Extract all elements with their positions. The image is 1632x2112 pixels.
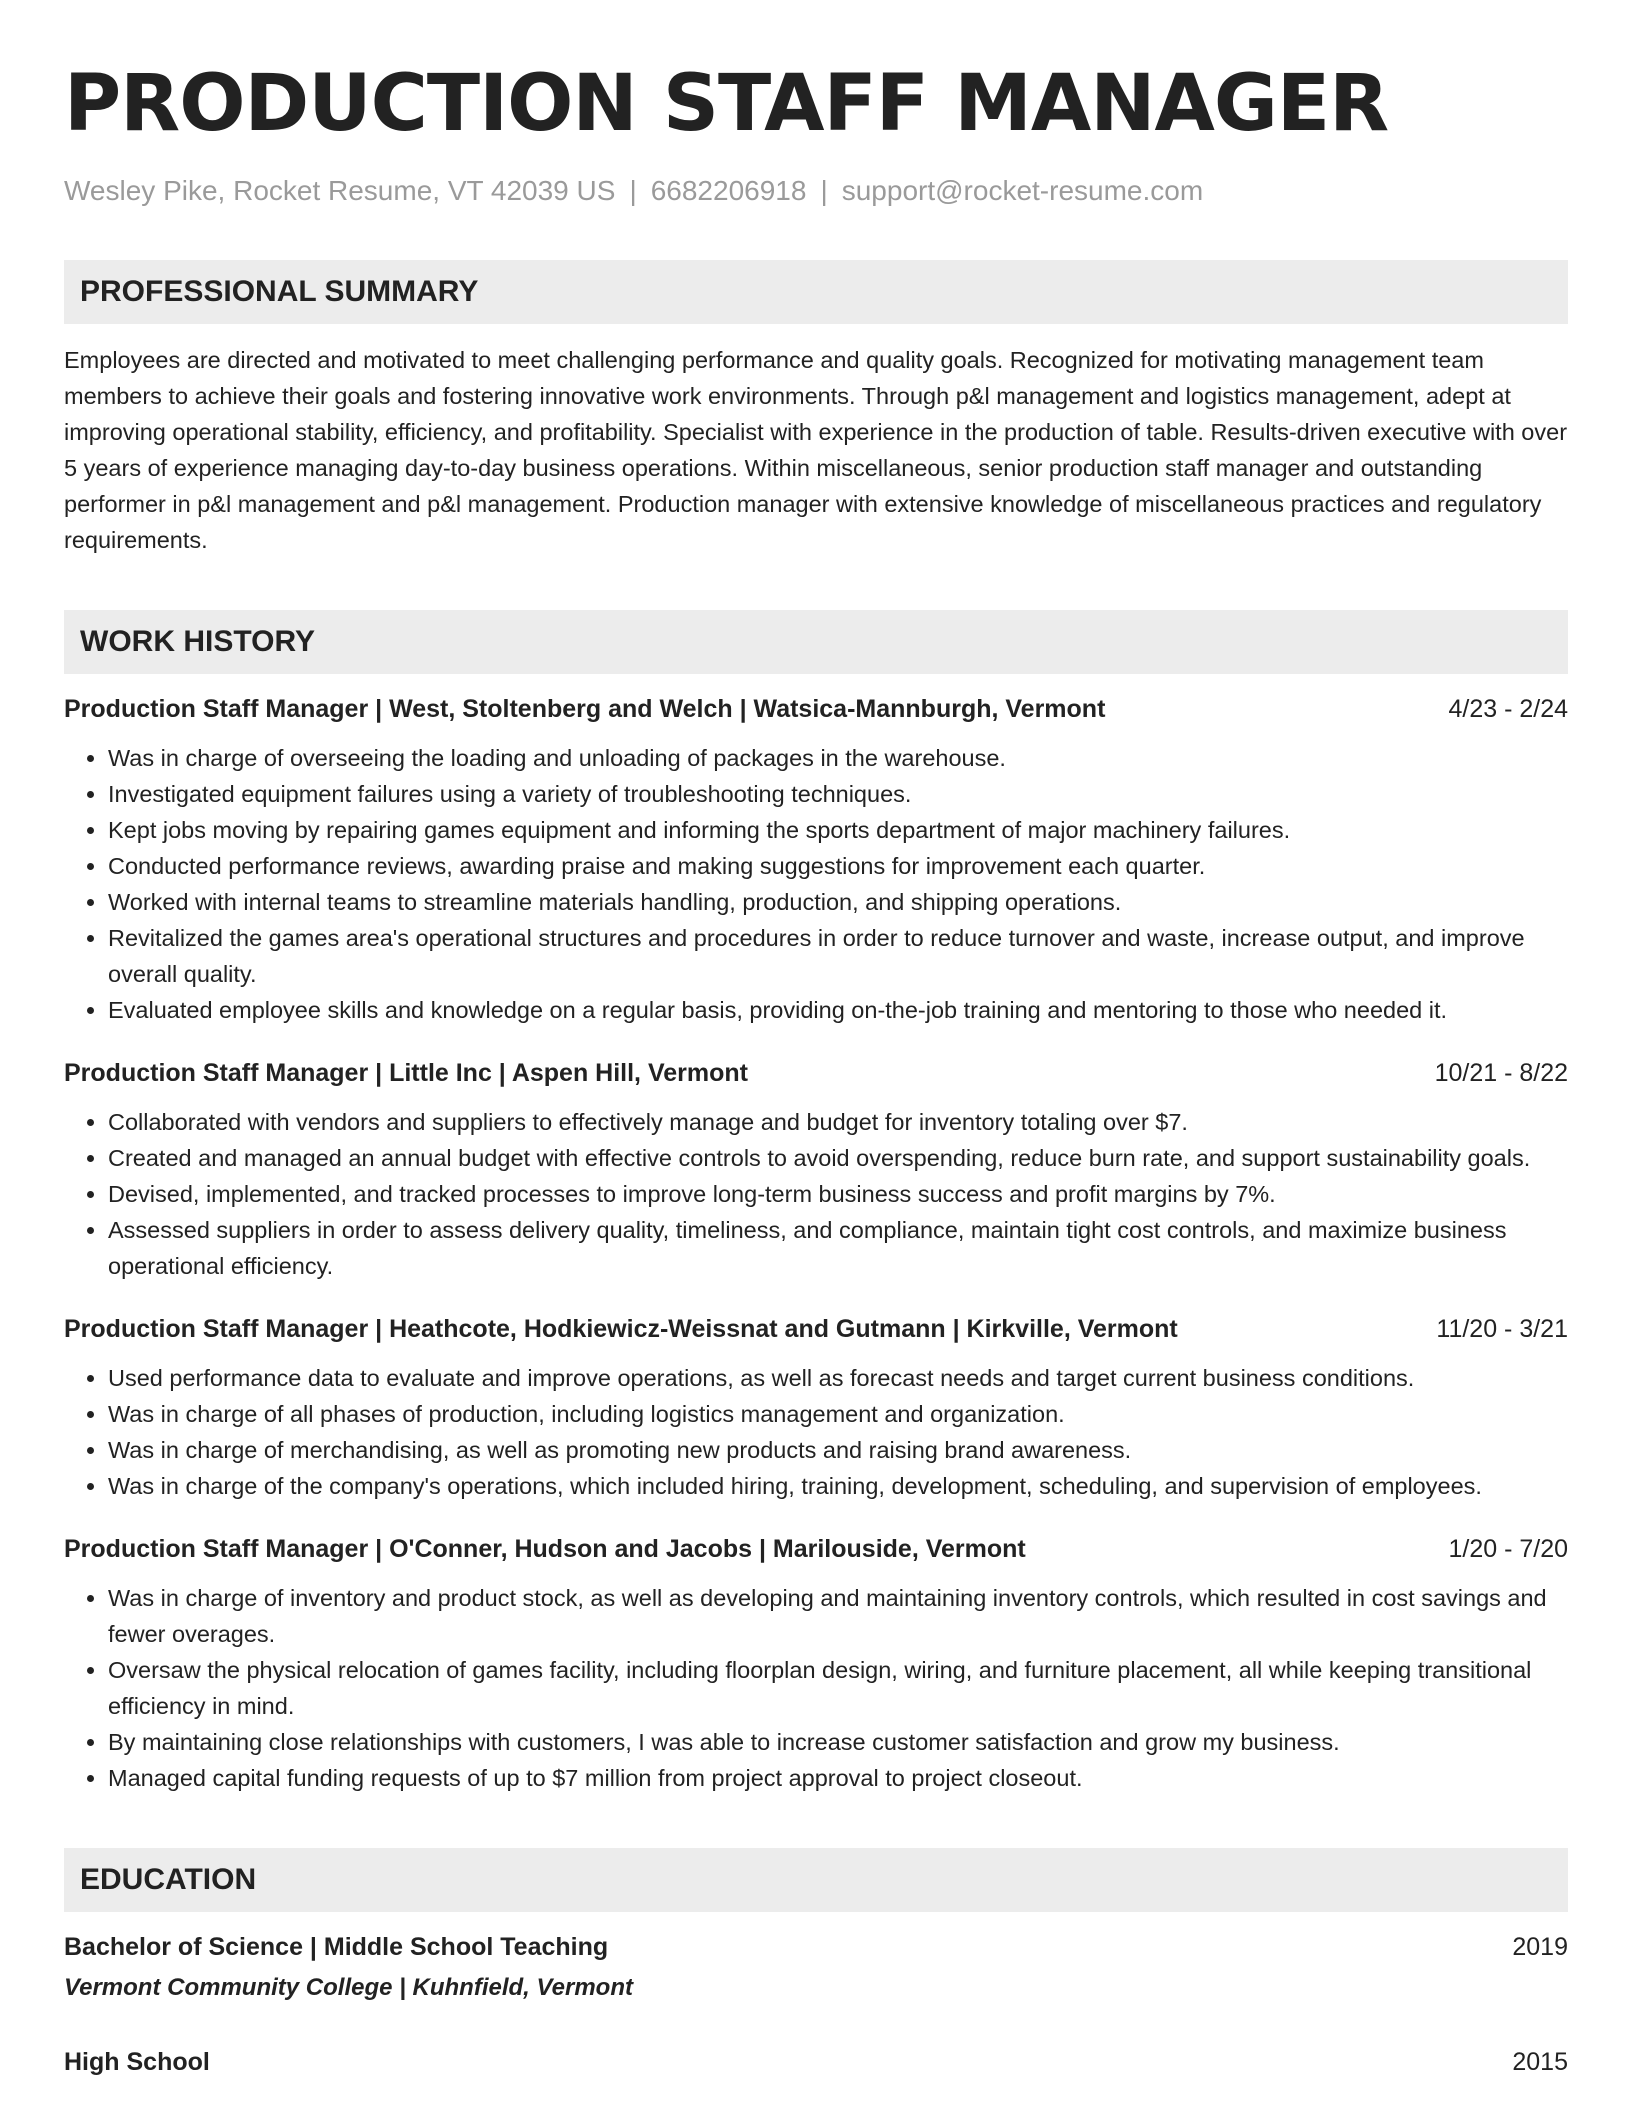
job-header (64, 1532, 1568, 1566)
contact-phone: 6682206918 (650, 175, 807, 206)
job-bullets (64, 1580, 1568, 1796)
school-name: Vermont Community College | Kuhnfield, Vermont (64, 1974, 633, 2001)
work-history-list (64, 692, 1568, 1796)
contact-separator: | (629, 175, 637, 206)
bullet-item: • Assessed suppliers in order to assess delivery quality, timeliness, and compliance, maintain tight cost controls, and maximize business operational efficiency. (108, 1212, 1568, 1284)
contact-address: Wesley Pike, Rocket Resume, VT 42039 US (64, 175, 616, 206)
bullet-item: • Was in charge of all phases of production, including logistics management and organization. (108, 1396, 1568, 1432)
contact-line (64, 174, 1568, 208)
job-title: Production Staff Manager | Little Inc | Aspen Hill, Vermont (64, 1059, 748, 1087)
job-header (64, 1056, 1568, 1090)
summary-heading: PROFESSIONAL SUMMARY (64, 260, 1568, 324)
bullet-item: • Was in charge of the company's operations, which included hiring, training, development, scheduling, and supervision of employees. (108, 1468, 1568, 1504)
job-bullets (64, 740, 1568, 1028)
job-date: 10/21 - 8/22 (1434, 1059, 1568, 1087)
bullet-item: • Created and managed an annual budget with effective controls to avoid overspending, reduce burn rate, and support sustainability goals. (108, 1140, 1568, 1176)
job-header (64, 1312, 1568, 1346)
job-date: 11/20 - 3/21 (1436, 1315, 1568, 1343)
degree-title: High School (64, 2048, 210, 2076)
bullet-item: • Used performance data to evaluate and improve operations, as well as forecast needs and target current business conditions. (108, 1360, 1568, 1396)
bullet-item: • Oversaw the physical relocation of games facility, including floorplan design, wiring, and furniture placement, all while keeping transitional efficiency in mind. (108, 1652, 1568, 1724)
graduation-year: 2015 (1512, 2048, 1568, 2076)
education-entry (64, 2045, 1568, 2079)
education-entry (64, 1930, 1568, 1964)
job-date: 4/23 - 2/24 (1448, 695, 1568, 723)
summary-text: Employees are directed and motivated to meet challenging performance and quality goals. Recognized for motivating management team members to achieve their goals and fostering innovative work environments. Through p&l management and logistics management, adept at improving operational stability, efficiency, and profitability. Specialist with experience in the production of table. Results-driven executive with over 5 years of experience managing day-to-day business operations. Within miscellaneous, senior production staff manager and outstanding performer in p&l management and p&l management. Production manager with extensive knowledge of miscellaneous practices and regulatory requirements. (64, 347, 1568, 553)
job-header (64, 692, 1568, 726)
bullet-item: • Was in charge of merchandising, as well as promoting new products and raising brand awareness. (108, 1432, 1568, 1468)
job-bullets (64, 1360, 1568, 1504)
resume-name: PRODUCTION STAFF MANAGER (64, 59, 1389, 149)
education-list (64, 1930, 1568, 2079)
job-bullets (64, 1104, 1568, 1284)
job-date: 1/20 - 7/20 (1448, 1535, 1568, 1563)
bullet-item: • Collaborated with vendors and suppliers to effectively manage and budget for inventory totaling over $7. (108, 1104, 1568, 1140)
bullet-item: • Investigated equipment failures using a variety of troubleshooting techniques. (108, 776, 1568, 812)
bullet-item: • Devised, implemented, and tracked processes to improve long-term business success and profit margins by 7%. (108, 1176, 1568, 1212)
contact-email: support@rocket-resume.com (841, 175, 1204, 206)
work-history-heading: WORK HISTORY (64, 610, 1568, 674)
bullet-item: • Worked with internal teams to streamline materials handling, production, and shipping operations. (108, 884, 1568, 920)
job-title: Production Staff Manager | Heathcote, Hodkiewicz-Weissnat and Gutmann | Kirkville, Vermont (64, 1315, 1178, 1343)
bullet-item: • Revitalized the games area's operational structures and procedures in order to reduce turnover and waste, increase output, and improve overall quality. (108, 920, 1568, 992)
graduation-year: 2019 (1512, 1933, 1568, 1961)
education-heading: EDUCATION (64, 1848, 1568, 1912)
bullet-item: • Managed capital funding requests of up to $7 million from project approval to project closeout. (108, 1760, 1568, 1796)
bullet-item: • Conducted performance reviews, awarding praise and making suggestions for improvement each quarter. (108, 848, 1568, 884)
degree-title: Bachelor of Science | Middle School Teaching (64, 1933, 609, 1961)
job-title: Production Staff Manager | West, Stoltenberg and Welch | Watsica-Mannburgh, Vermont (64, 695, 1106, 723)
bullet-item: • By maintaining close relationships with customers, I was able to increase customer satisfaction and grow my business. (108, 1724, 1568, 1760)
contact-separator: | (820, 175, 828, 206)
bullet-item: • Kept jobs moving by repairing games equipment and informing the sports department of major machinery failures. (108, 812, 1568, 848)
bullet-item: • Was in charge of inventory and product stock, as well as developing and maintaining inventory controls, which resulted in cost savings and fewer overages. (108, 1580, 1568, 1652)
job-title: Production Staff Manager | O'Conner, Hudson and Jacobs | Marilouside, Vermont (64, 1535, 1026, 1563)
bullet-item: • Was in charge of overseeing the loading and unloading of packages in the warehouse. (108, 740, 1568, 776)
bullet-item: • Evaluated employee skills and knowledge on a regular basis, providing on-the-job training and mentoring to those who needed it. (108, 992, 1568, 1028)
